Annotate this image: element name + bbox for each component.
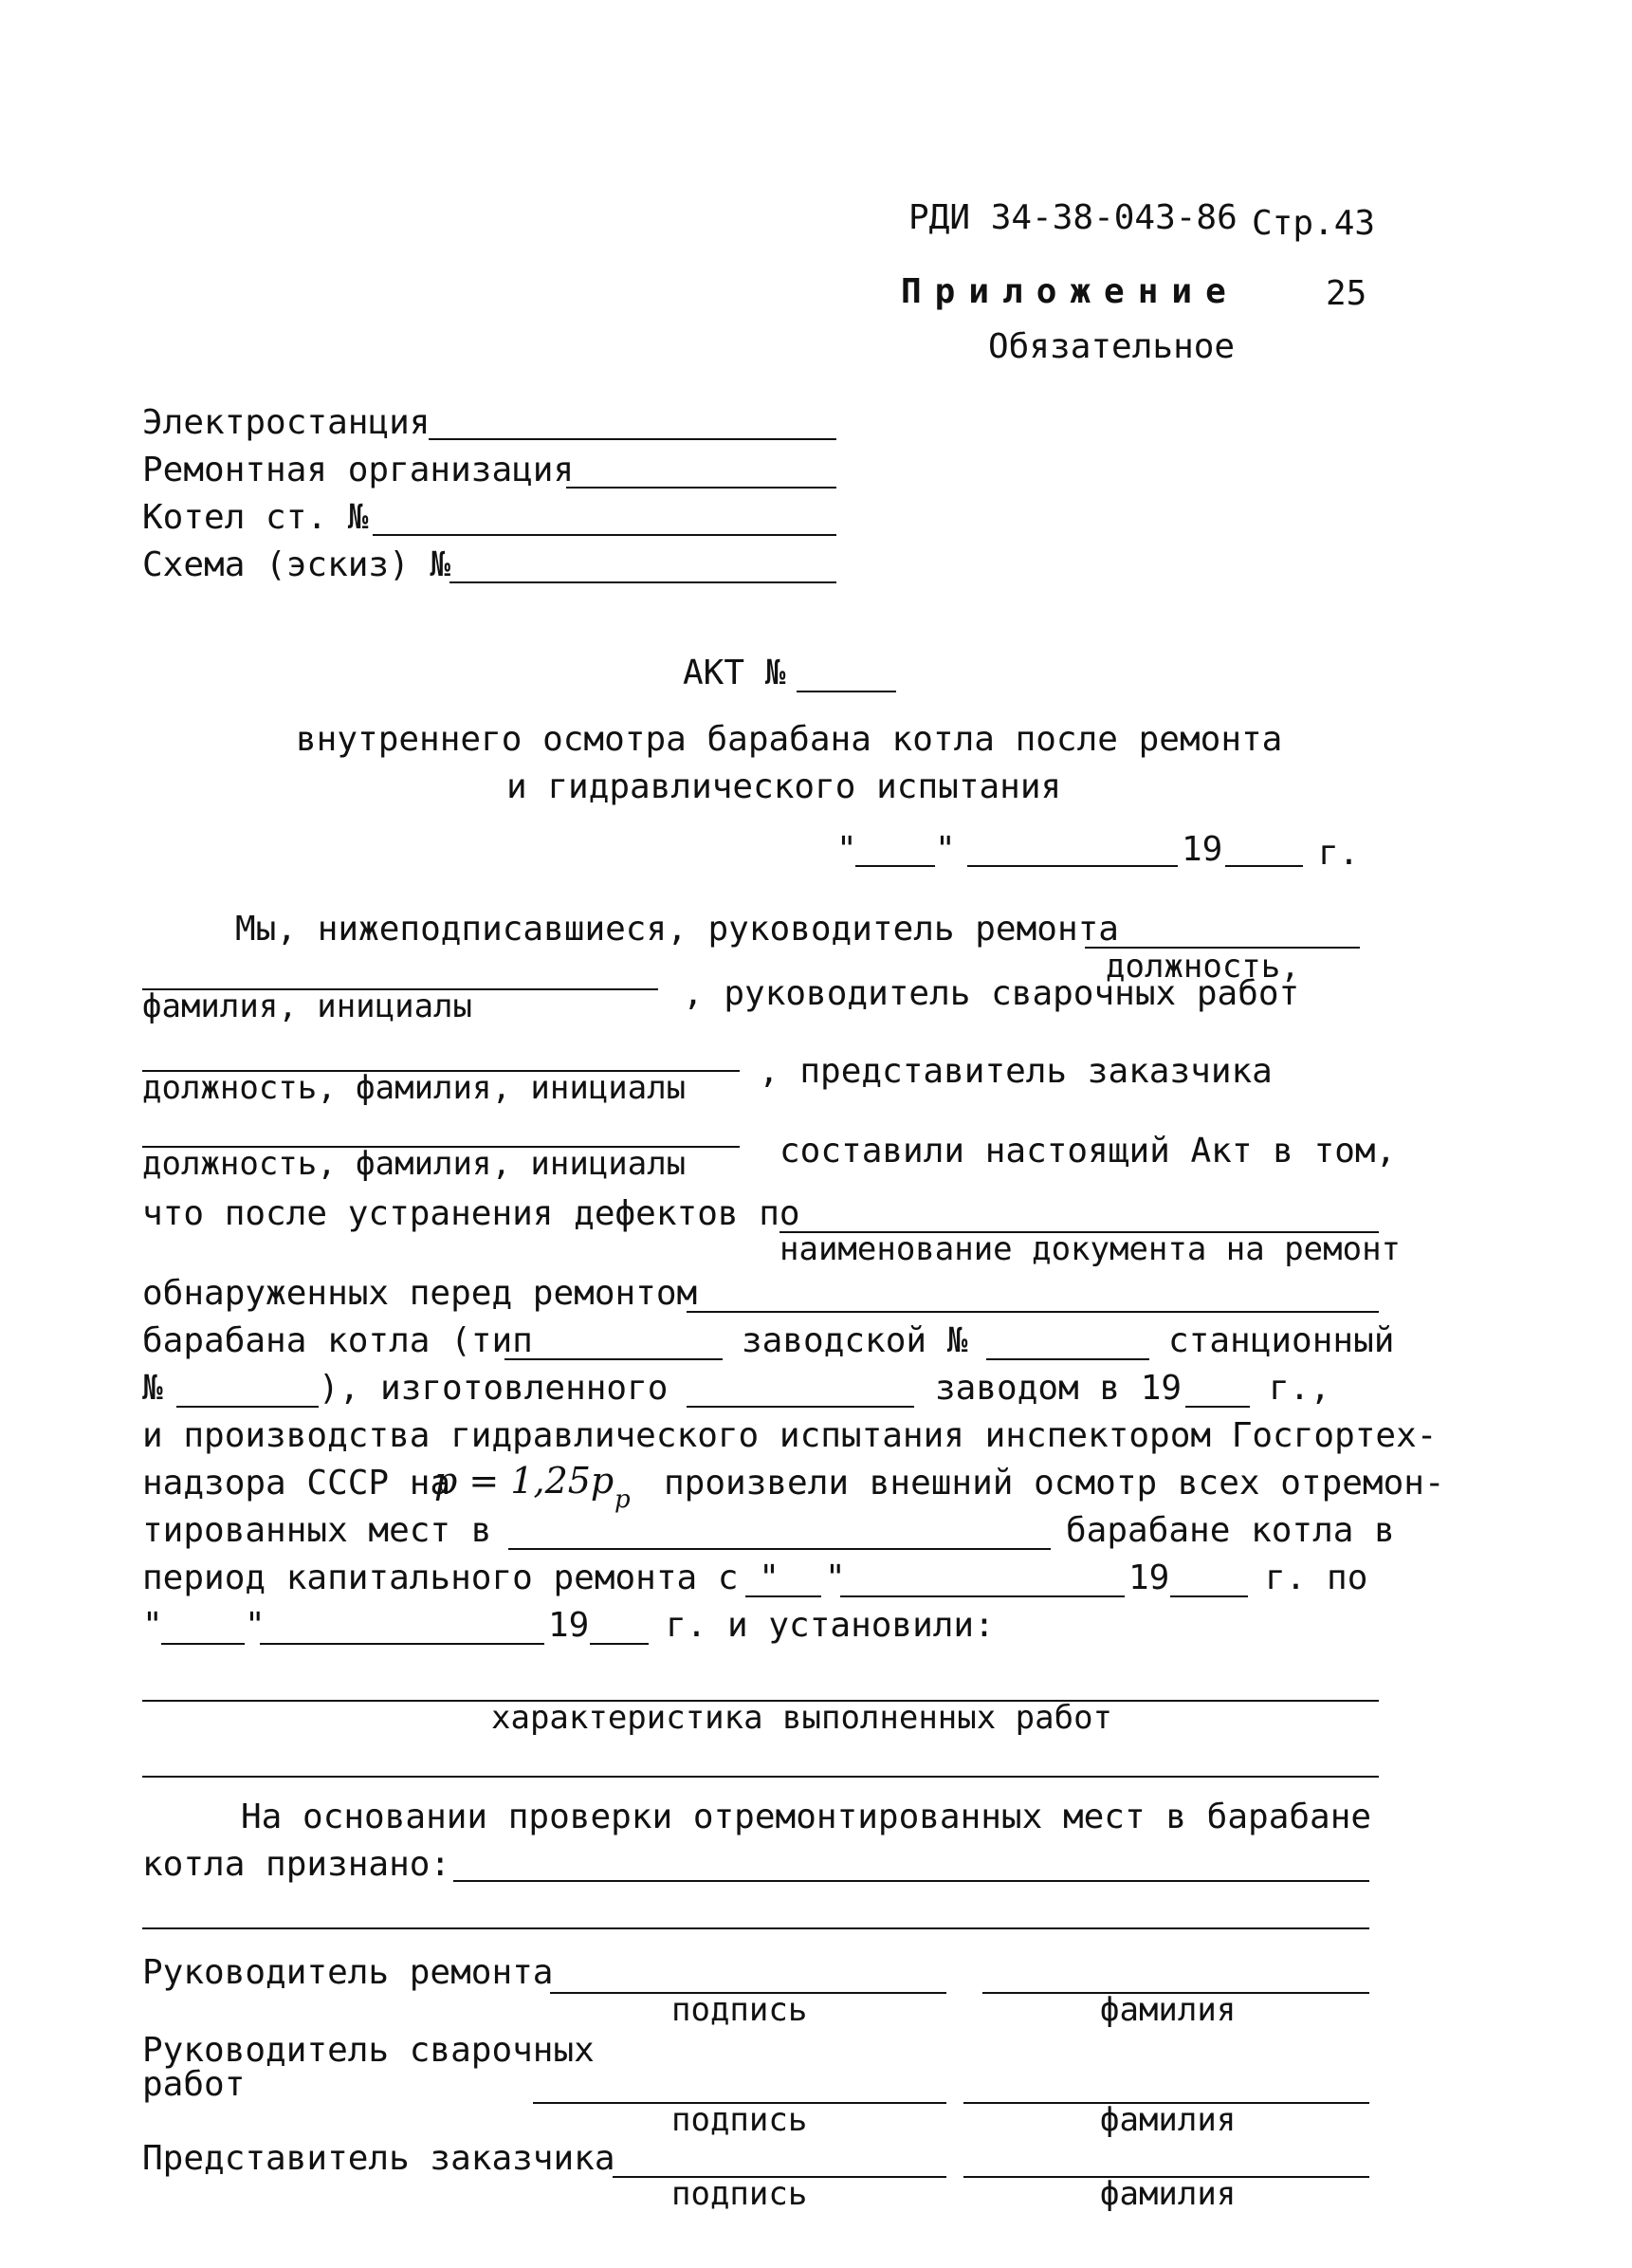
date-year-line[interactable] (1225, 865, 1303, 867)
body-line-12d: г. по (1265, 1558, 1368, 1597)
field-scheme-line[interactable] (449, 581, 836, 583)
sig-caption-surname-3: фамилия (1100, 2175, 1237, 2213)
act-title: АКТ № (683, 654, 786, 692)
body-line-8d: г., (1269, 1369, 1331, 1408)
body-line-4-rest: составили настоящий Акт в том, (779, 1132, 1397, 1171)
drum-type-line[interactable] (504, 1358, 723, 1360)
doc-code: РДИ 34-38-043-86 (908, 198, 1238, 237)
caption-work-char: характеристика выполненных работ (491, 1699, 1113, 1737)
defects-line[interactable] (687, 1311, 1379, 1313)
field-boiler-label: Котел ст. № (142, 498, 369, 537)
sig-caption-signature-1: подпись (671, 1991, 808, 2029)
body-line-10a: надзора СССР на (142, 1464, 451, 1503)
body-line-10b: произвели внешний осмотр всех отремон- (664, 1464, 1445, 1503)
sig-welding-head-label-1: Руководитель сварочных (142, 2031, 595, 2070)
period-end-day-line[interactable] (161, 1643, 245, 1645)
station-number-line[interactable] (176, 1406, 319, 1408)
field-power-station-line[interactable] (429, 438, 836, 440)
work-characteristics-line-2[interactable] (142, 1776, 1379, 1778)
date-quote-open: " (836, 830, 857, 869)
period-end-year-line[interactable] (590, 1643, 649, 1645)
caption-position: должность, (1106, 948, 1300, 986)
date-month-line[interactable] (967, 865, 1178, 867)
field-repair-org-label: Ремонтная организация (142, 451, 575, 489)
appendix-type: Обязательное (988, 327, 1236, 366)
caption-pos-name-init-1: должность, фамилия, инициалы (142, 1069, 687, 1107)
manufacture-year-line[interactable] (1185, 1406, 1250, 1408)
body-line-13c: 19 (548, 1606, 590, 1645)
period-start-month-line[interactable] (840, 1595, 1125, 1597)
page-number: Стр.43 (1252, 204, 1376, 243)
body-line-8b: ), изготовленного (319, 1369, 669, 1408)
period-start-day-line[interactable] (745, 1595, 821, 1597)
sig-welding-head-label-2: работ (142, 2065, 246, 2104)
sig-caption-signature-3: подпись (671, 2175, 808, 2213)
body-line-13b: " (245, 1606, 266, 1645)
appendix-label: Приложение (901, 272, 1239, 311)
body-line-12b: " (825, 1558, 846, 1597)
body-line-7c: станционный (1168, 1321, 1395, 1360)
act-number-line[interactable] (797, 691, 896, 692)
conclusion-line-2[interactable] (142, 1927, 1369, 1929)
body-line-1: Мы, нижеподписавшиеся, руководитель ремонта (235, 910, 1119, 949)
manufacturer-line[interactable] (687, 1406, 914, 1408)
body-line-8c: заводом в 19 (935, 1369, 1183, 1408)
conclusion-line[interactable] (453, 1880, 1369, 1882)
sig-repair-head-label: Руководитель ремонта (142, 1953, 554, 1992)
appendix-number: 25 (1326, 274, 1367, 313)
body-line-13d: г. и установили: (666, 1606, 995, 1645)
sig-caption-surname-1: фамилия (1100, 1991, 1237, 2029)
body-line-13a: " (142, 1606, 163, 1645)
body-line-3-rest: , представитель заказчика (759, 1052, 1273, 1091)
body-line-12a: период капитального ремонта с " (142, 1558, 779, 1597)
field-repair-org-line[interactable] (566, 487, 836, 489)
period-end-month-line[interactable] (260, 1643, 544, 1645)
factory-number-line[interactable] (986, 1358, 1149, 1360)
date-day-line[interactable] (855, 865, 935, 867)
caption-pos-name-init-2: должность, фамилия, инициалы (142, 1145, 687, 1183)
body-line-6: обнаруженных перед ремонтом (142, 1274, 698, 1313)
body-line-15: котла признано: (142, 1845, 451, 1884)
body-line-8a: № (142, 1369, 163, 1408)
body-line-5: что после устранения дефектов по (142, 1194, 800, 1233)
field-boiler-line[interactable] (373, 534, 836, 536)
body-line-9: и производства гидравлического испытания инспектором Госгортех- (142, 1416, 1438, 1455)
body-line-7b: заводской № (742, 1321, 968, 1360)
date-quote-close: " (935, 830, 956, 869)
body-line-11a: тированных мест в (142, 1511, 492, 1550)
caption-doc-name: наименование документа на ремонт (779, 1230, 1402, 1268)
act-subtitle-2: и гидравлического испытания (506, 767, 1062, 806)
body-line-12c: 19 (1128, 1558, 1170, 1597)
sig-customer-rep-label: Представитель заказчика (142, 2139, 615, 2178)
field-power-station-label: Электростанция (142, 403, 431, 442)
field-scheme-label: Схема (эскиз) № (142, 545, 451, 584)
body-line-7a: барабана котла (тип (142, 1321, 533, 1360)
sig-caption-signature-2: подпись (671, 2101, 808, 2139)
sig-caption-surname-2: фамилия (1100, 2101, 1237, 2139)
pressure-formula: р = 1,25р (434, 1460, 614, 1502)
body-line-14: На основании проверки отремонтированных мест в барабане (241, 1798, 1372, 1836)
act-subtitle-1: внутреннего осмотра барабана котла после ремонта (296, 720, 1283, 759)
pressure-formula-subscript: р (614, 1485, 631, 1514)
period-start-year-line[interactable] (1170, 1595, 1248, 1597)
body-line-11b: барабане котла в (1066, 1511, 1395, 1550)
date-year-prefix: 19 (1182, 830, 1223, 869)
caption-name-initials: фамилия, инициалы (142, 987, 472, 1025)
date-g: г. (1318, 834, 1360, 873)
repaired-places-line[interactable] (508, 1548, 1051, 1550)
body-line-2-rest: , руководитель сварочных работ (683, 974, 1300, 1013)
